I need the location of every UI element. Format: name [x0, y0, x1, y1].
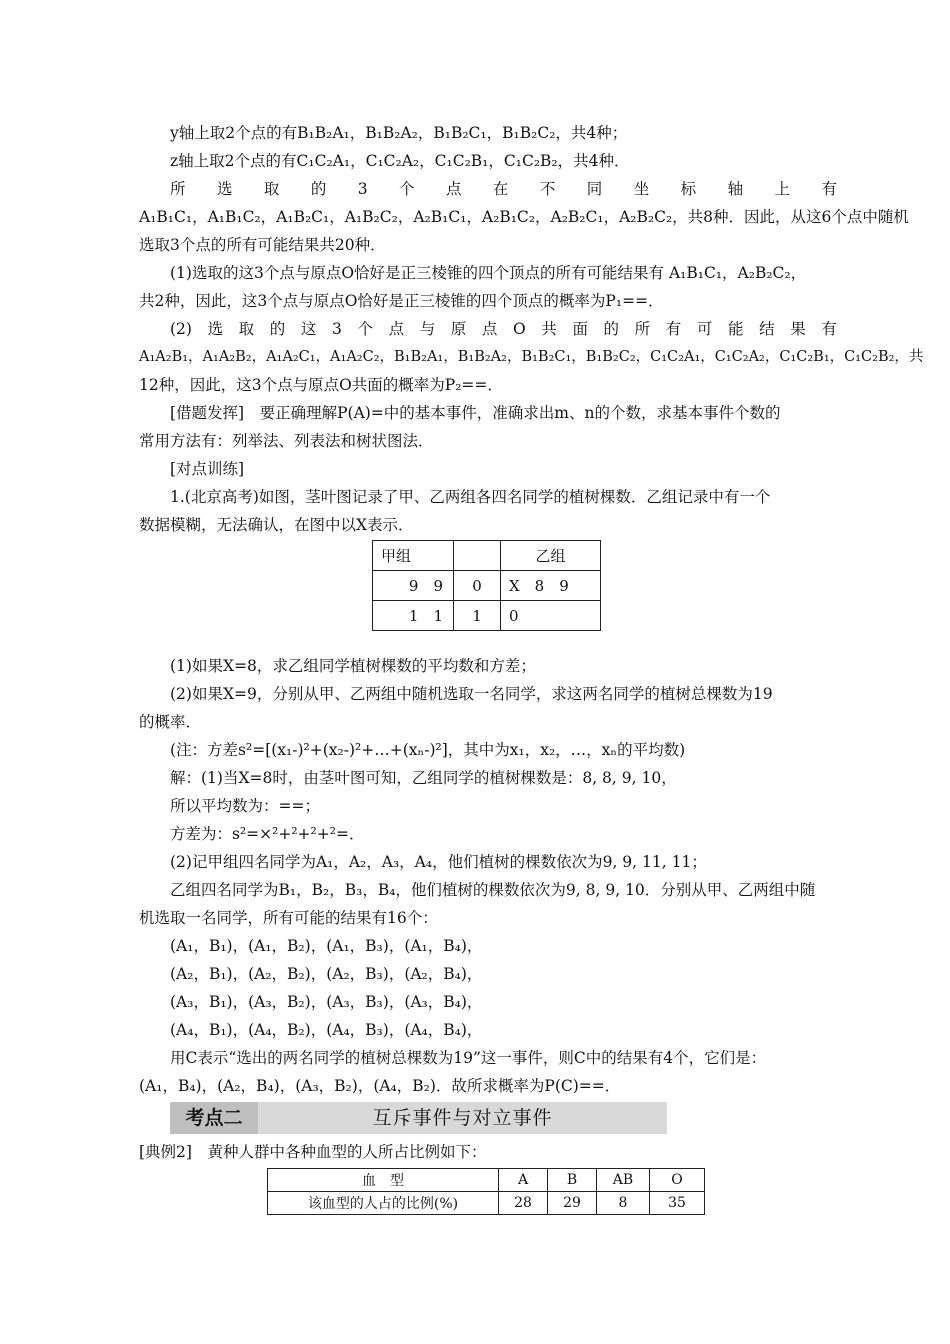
tip-line: [借题发挥] 要正确理解P(A)=中的基本事件，准确求出m、n的个数，求基本事件个数的	[170, 404, 781, 422]
header-left: 甲组	[373, 541, 454, 571]
leaf-left: 1 1	[373, 601, 454, 631]
pair-line: (A₁，B₁)，(A₁，B₂)，(A₁，B₃)，(A₁，B₄)，	[170, 937, 483, 955]
spread-word: 选	[216, 180, 233, 198]
spread-word: 选	[207, 320, 224, 338]
spread-word: 在	[492, 180, 509, 198]
spread-word: 点	[388, 320, 405, 338]
solution-line: 解：(1)当X=8时，由茎叶图可知，乙组同学的植树棵数是：8, 8, 9, 10，	[170, 769, 677, 787]
spread-word: 结	[759, 320, 775, 338]
spread-word: 坐	[633, 180, 650, 198]
table-cell: B	[548, 1169, 597, 1192]
section-title: 互斥事件与对立事件	[372, 1107, 553, 1129]
text-line: z轴上取2个点的有C₁C₂A₁，C₁C₂A₂，C₁C₂B₁，C₁C₂B₂，共4种．	[170, 152, 630, 170]
drill-heading: [对点训练]	[170, 460, 245, 478]
solution-line: 方差为：s²=×²+²+²+²=．	[170, 825, 365, 843]
text-line: 选取3个点的所有可能结果共20种．	[139, 236, 386, 254]
table-cell: A	[499, 1169, 548, 1192]
example-heading: [典例2] 黄种人群中各种血型的人所占比例如下：	[139, 1143, 487, 1161]
spread-word: 有	[821, 320, 837, 338]
text-line: A₁B₁C₁，A₁B₁C₂，A₁B₂C₁，A₁B₂C₂，A₂B₁C₁，A₂B₁C₂，A₂B₂C₁，A₂B₂C₂，共8种．因此，从这6个点中随机	[139, 208, 909, 226]
text-line: (1)选取的这3个点与原点O恰好是正三棱锥的四个顶点的所有可能结果有 A₁B₁C₁，A₂B₂C₂，	[170, 264, 807, 282]
pair-line: (A₄，B₁)，(A₄，B₂)，(A₄，B₃)，(A₄，B₄)，	[170, 1021, 483, 1039]
spread-word: 取	[263, 180, 280, 198]
spread-line	[170, 179, 837, 199]
spread-word: 点	[481, 320, 498, 338]
text-line: (A₁，B₄)，(A₂，B₄)，(A₃，B₂)，(A₄，B₂)．故所求概率为P(C)==．	[139, 1077, 621, 1095]
leaf-right: 0	[501, 601, 601, 631]
spread-line	[170, 319, 837, 339]
spread-word: 这	[300, 320, 317, 338]
spread-word: 有	[821, 180, 837, 198]
spread-word: 可	[696, 320, 713, 338]
table-cell: O	[650, 1169, 705, 1192]
section-tag: 考点二	[170, 1102, 258, 1134]
spread-word: 3	[357, 180, 368, 198]
pair-line: (A₃，B₁)，(A₃，B₂)，(A₃，B₃)，(A₃，B₄)，	[170, 993, 483, 1011]
table-cell: AB	[597, 1169, 650, 1192]
spread-word: 个	[357, 320, 373, 338]
spread-word: 与	[419, 320, 436, 338]
stem: 0	[454, 571, 501, 601]
pair-line: (A₂，B₁)，(A₂，B₂)，(A₂，B₃)，(A₂，B₄)，	[170, 965, 483, 983]
text-line: (1)如果X=8，求乙组同学植树棵数的平均数和方差；	[170, 657, 536, 675]
stem: 1	[454, 601, 501, 631]
table-cell: 28	[499, 1192, 548, 1215]
text-line: A₁A₂B₁，A₁A₂B₂，A₁A₂C₁，A₁A₂C₂，B₁B₂A₁，B₁B₂A₂，B₁B₂C₁，B₁B₂C₂，C₁C₂A₁，C₁C₂A₂，C₁C₂B₁，C₁C₂B₂，共	[139, 349, 924, 365]
header-right: 乙组	[501, 541, 601, 571]
table-cell: 29	[548, 1192, 597, 1215]
leaf-left: 9 9	[373, 571, 454, 601]
spread-word: 个	[399, 180, 415, 198]
spread-word: 所	[634, 320, 651, 338]
tip-line: 常用方法有：列举法、列表法和树状图法．	[139, 432, 434, 450]
spread-word: (2)	[170, 320, 192, 338]
text-line: 12种，因此，这3个点与原点O共面的概率为P₂==．	[139, 376, 503, 394]
leaf-right: X 8 9	[501, 571, 601, 601]
spread-word: 能	[727, 320, 744, 338]
text-line: 共2种，因此，这3个点与原点O恰好是正三棱锥的四个顶点的概率为P₁==．	[139, 292, 664, 310]
text-line: 数据模糊，无法确认，在图中以X表示．	[139, 516, 414, 534]
spread-word: 不	[539, 180, 556, 198]
spread-word: 标	[680, 180, 697, 198]
text-line: 用C表示“选出的两名同学的植树总棵数为19”这一事件，则C中的结果有4个，它们是：	[170, 1049, 767, 1067]
table-cell: 8	[597, 1192, 650, 1215]
spread-word: 上	[774, 180, 791, 198]
spread-word: 的	[603, 320, 620, 338]
spread-word: 3	[332, 320, 342, 338]
text-line: 1.(北京高考)如图，茎叶图记录了甲、乙两组各四名同学的植树棵数．乙组记录中有一个	[170, 488, 771, 506]
spread-word: 同	[586, 180, 603, 198]
stem-leaf-table	[372, 540, 601, 631]
spread-word: 取	[238, 320, 255, 338]
text-line: (2)如果X=9，分别从甲、乙两组中随机选取一名同学，求这两名同学的植树总棵数为19	[170, 685, 773, 703]
spread-word: O	[513, 320, 526, 338]
spread-word: 原	[450, 320, 467, 338]
spread-word: 共	[541, 320, 557, 338]
spread-word: 果	[790, 320, 806, 338]
text-line: 的概率．	[139, 713, 202, 731]
solution-line: 所以平均数为：==；	[170, 797, 320, 815]
section-banner	[170, 1102, 667, 1134]
solution-line: 机选取一名同学，所有可能的结果有16个：	[139, 909, 438, 927]
solution-line: 乙组四名同学为B₁，B₂，B₃，B₄，他们植树的棵数依次为9, 8, 9, 10．分别从甲、乙两组中随	[170, 881, 816, 899]
table-cell: 该血型的人占的比例(%)	[268, 1192, 499, 1215]
note-line: (注：方差s²=[(x₁-)²+(x₂-)²+…+(xₙ-)²]，其中为x₁，x₂，…，xₙ的平均数)	[170, 741, 686, 759]
header-stem	[454, 541, 501, 571]
spread-word: 轴	[727, 180, 744, 198]
spread-word: 的	[269, 320, 286, 338]
spread-word: 面	[572, 320, 588, 338]
spread-word: 有	[665, 320, 682, 338]
solution-line: (2)记甲组四名同学为A₁，A₂，A₃，A₄，他们植树的棵数依次为9, 9, 11, 11；	[170, 853, 707, 871]
table-cell: 血 型	[268, 1169, 499, 1192]
spread-word: 所	[170, 180, 186, 198]
text-line: y轴上取2个点的有B₁B₂A₁，B₁B₂A₂，B₁B₂C₁，B₁B₂C₂，共4种；	[170, 124, 628, 142]
spread-word: 点	[445, 180, 462, 198]
table-cell: 35	[650, 1192, 705, 1215]
blood-type-table	[267, 1168, 705, 1215]
spread-word: 的	[310, 180, 327, 198]
